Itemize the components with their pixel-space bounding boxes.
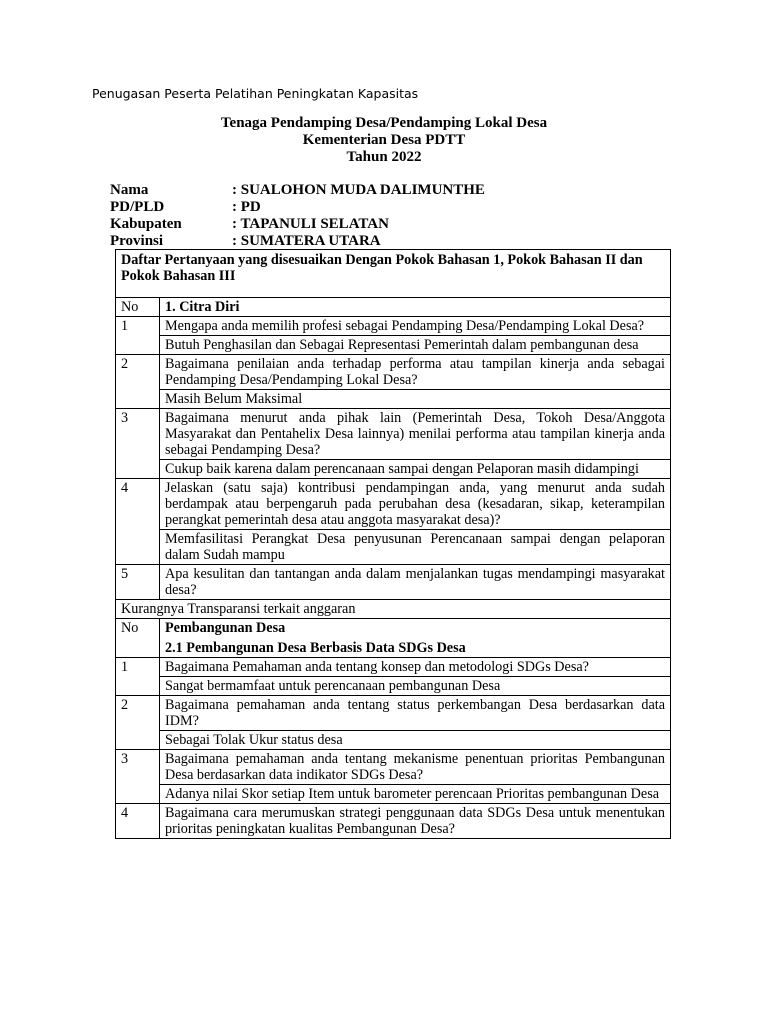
info-label: PD/PLD <box>110 199 165 215</box>
question-number: 1 <box>116 317 160 355</box>
document-header: Penugasan Peserta Pelatihan Peningkatan Kapasitas <box>92 86 419 101</box>
answer-text: Adanya nilai Skor setiap Item untuk barometer perencaan Prioritas pembangunan Desa <box>160 785 671 804</box>
participant-info <box>110 182 485 250</box>
info-value: : SUMATERA UTARA <box>232 233 381 249</box>
table-row <box>116 317 671 336</box>
table-row <box>116 355 671 390</box>
question-number: 3 <box>116 409 160 479</box>
question-number: 5 <box>116 565 160 600</box>
info-row-provinsi <box>110 233 485 250</box>
section-header-row <box>116 298 671 317</box>
section-subtitle: 2.1 Pembangunan Desa Berbasis Data SDGs Desa <box>165 640 466 656</box>
answer-text: Kurangnya Transparansi terkait anggaran <box>116 600 671 619</box>
answer-text: Memfasilitasi Perangkat Desa penyusunan Perencanaan sampai dengan pelaporan dalam Sudah mampu <box>160 530 671 565</box>
question-text: Apa kesulitan dan tantangan anda dalam menjalankan tugas mendampingi masyarakat desa? <box>160 565 671 600</box>
title-line-3: Tahun 2022 <box>346 149 422 165</box>
question-text: Bagaimana menurut anda pihak lain (Pemerintah Desa, Tokoh Desa/Anggota Masyarakat dan Pentahelix Desa lainnya) menilai performa atau tampilan kinerja anda sebagai Pendamping Desa? <box>160 409 671 460</box>
question-text: Bagaimana penilaian anda terhadap performa atau tampilan kinerja anda sebagai Pendamping Desa/Pendamping Lokal Desa? <box>160 355 671 390</box>
table-row <box>116 565 671 600</box>
table-row <box>116 460 671 479</box>
info-label: Provinsi <box>110 233 164 249</box>
answer-text: Masih Belum Maksimal <box>160 390 671 409</box>
table-row <box>116 785 671 804</box>
question-text: Bagaimana cara merumuskan strategi penggunaan data SDGs Desa untuk menentukan prioritas peningkatan kualitas Pembangunan Desa? <box>160 804 671 839</box>
table-row <box>116 600 671 619</box>
table-row <box>116 750 671 785</box>
table-row <box>116 390 671 409</box>
title-line-2: Kementerian Desa PDTT <box>302 132 466 148</box>
question-table <box>115 249 671 839</box>
table-intro: Daftar Pertanyaan yang disesuaikan Dengan Pokok Bahasan 1, Pokok Bahasan II dan Pokok Bahasan III <box>116 250 671 298</box>
table-row <box>116 336 671 355</box>
table-intro-row <box>116 250 671 298</box>
info-label: Nama <box>110 182 149 198</box>
info-value: : PD <box>232 199 261 215</box>
info-label: Kabupaten <box>110 216 182 232</box>
answer-text: Cukup baik karena dalam perencanaan sampai dengan Pelaporan masih didampingi <box>160 460 671 479</box>
table-row <box>116 677 671 696</box>
question-text: Bagaimana Pemahaman anda tentang konsep dan metodologi SDGs Desa? <box>160 658 671 677</box>
table-row <box>116 479 671 530</box>
no-header: No <box>116 298 160 317</box>
table-row <box>116 409 671 460</box>
table-row <box>116 696 671 731</box>
question-text: Bagaimana pemahaman anda tentang status perkembangan Desa berdasarkan data IDM? <box>160 696 671 731</box>
question-number: 3 <box>116 750 160 804</box>
info-row-name <box>110 182 485 199</box>
section-header-row <box>116 619 671 658</box>
question-number: 2 <box>116 355 160 409</box>
section-title: Pembangunan Desa <box>165 620 286 636</box>
question-number: 2 <box>116 696 160 750</box>
question-text: Mengapa anda memilih profesi sebagai Pendamping Desa/Pendamping Lokal Desa? <box>160 317 671 336</box>
info-row-pd <box>110 199 485 216</box>
answer-text: Sangat bermamfaat untuk perencanaan pembangunan Desa <box>160 677 671 696</box>
table-row <box>116 658 671 677</box>
answer-text: Butuh Penghasilan dan Sebagai Representasi Pemerintah dalam pembangunan desa <box>160 336 671 355</box>
title-line-1: Tenaga Pendamping Desa/Pendamping Lokal Desa <box>220 115 548 131</box>
section-title: 1. Citra Diri <box>160 298 671 317</box>
answer-text: Sebagai Tolak Ukur status desa <box>160 731 671 750</box>
info-value: : TAPANULI SELATAN <box>232 216 389 232</box>
table-row <box>116 530 671 565</box>
info-value: : SUALOHON MUDA DALIMUNTHE <box>232 182 485 198</box>
question-text: Bagaimana pemahaman anda tentang mekanisme penentuan prioritas Pembangunan Desa berdasarkan data indikator SDGs Desa? <box>160 750 671 785</box>
no-header: No <box>116 619 160 658</box>
document-title <box>0 115 768 166</box>
question-number: 4 <box>116 479 160 565</box>
table-row <box>116 804 671 839</box>
section-title-cell <box>160 619 671 658</box>
table-row <box>116 731 671 750</box>
question-number: 1 <box>116 658 160 696</box>
question-number: 4 <box>116 804 160 839</box>
question-text: Jelaskan (satu saja) kontribusi pendampingan anda, yang menurut anda sudah berdampak atau berpengaruh pada perubahan desa (kesadaran, sikap, keterampilan perangkat pemerintah desa atau anggota masyarakat desa)? <box>160 479 671 530</box>
info-row-kabupaten <box>110 216 485 233</box>
